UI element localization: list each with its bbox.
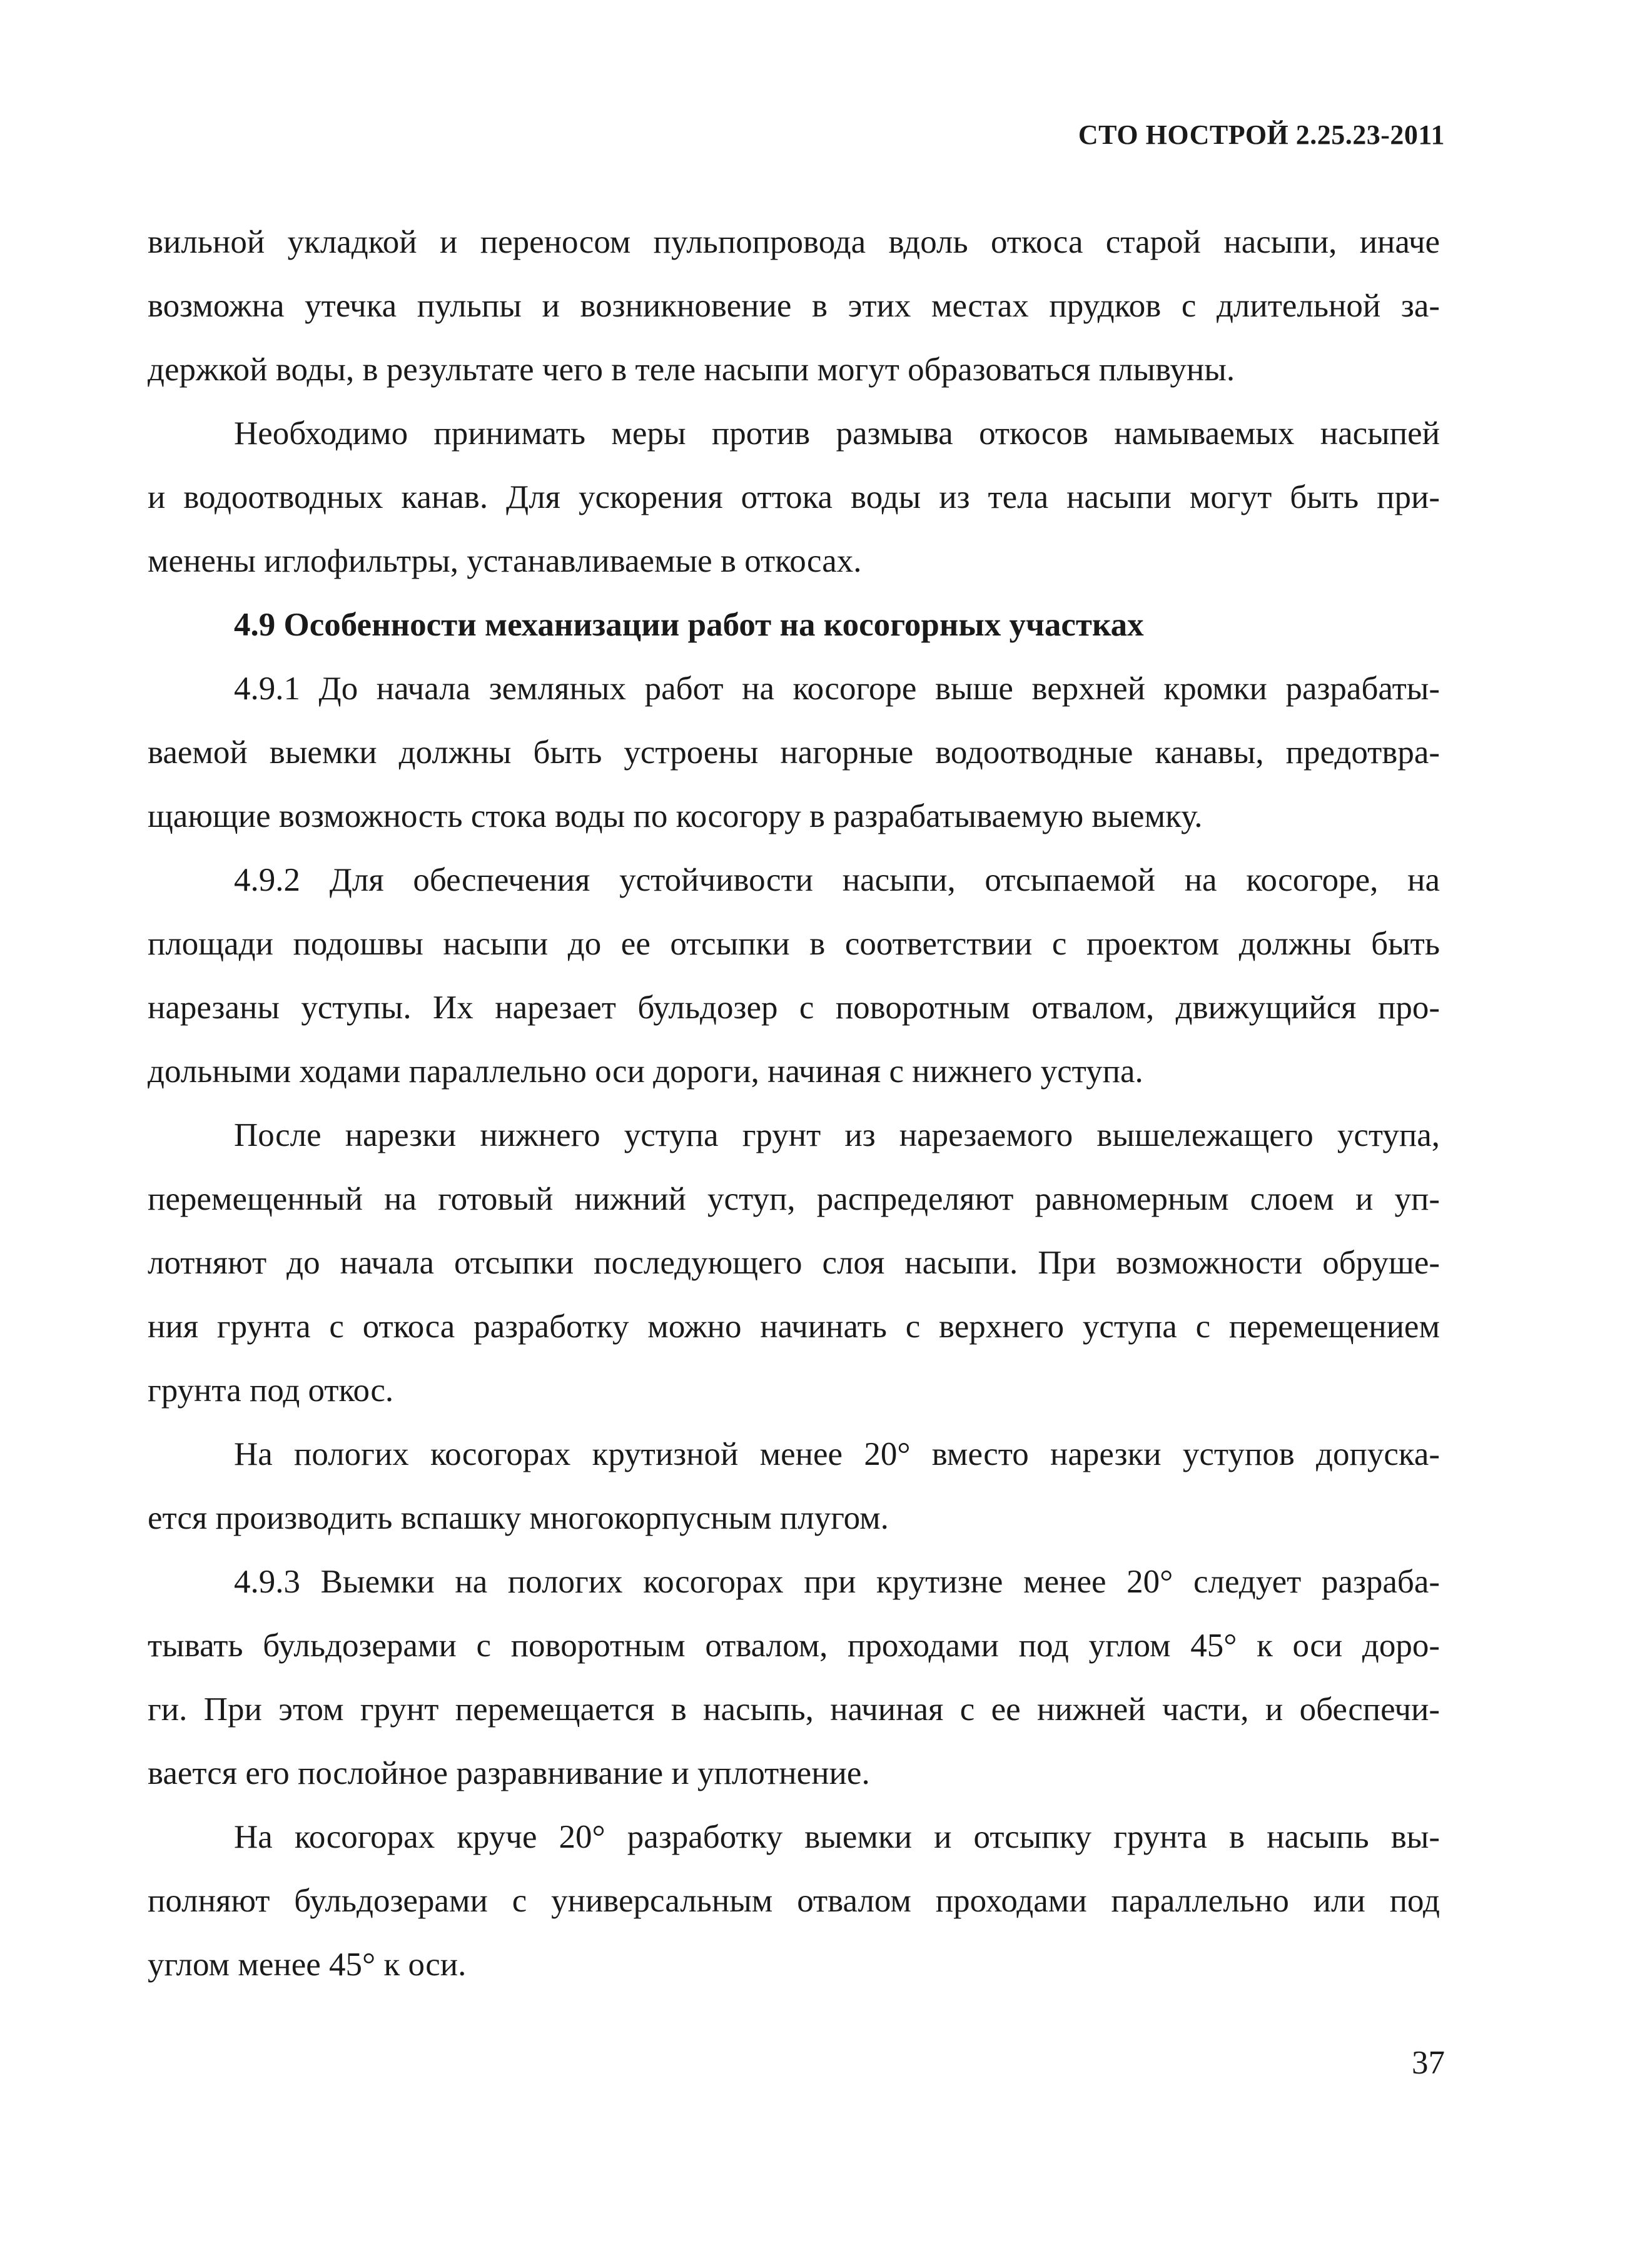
body-text-line: площади подошвы насыпи до ее отсыпки в соответствии с проектом должны быть (148, 926, 1440, 962)
body-text-line: вается его послойное разравнивание и уплотнение. (148, 1755, 870, 1791)
body-text-line: перемещенный на готовый нижний уступ, распределяют равномерным слоем и уп- (148, 1181, 1440, 1217)
page-number: 37 (1412, 2045, 1445, 2081)
body-text-line: ваемой выемки должны быть устроены нагорные водоотводные канавы, предотвра- (148, 734, 1440, 771)
document-body (148, 210, 1440, 1997)
document-code-header: СТО НОСТРОЙ 2.25.23-2011 (1078, 119, 1445, 150)
body-text-line: менены иглофильтры, устанавливаемые в откосах. (148, 543, 862, 579)
body-text-line: На косогорах круче 20° разработку выемки и отсыпку грунта в насыпь вы- (234, 1819, 1440, 1855)
body-text-line: щающие возможность стока воды по косогору в разрабатываемую выемку. (148, 798, 1203, 834)
body-text-line: На пологих косогорах крутизной менее 20° вместо нарезки уступов допуска- (234, 1436, 1440, 1472)
body-text-line: вильной укладкой и переносом пульпопровода вдоль откоса старой насыпи, иначе (148, 224, 1440, 260)
body-text-line: и водоотводных канав. Для ускорения оттока воды из тела насыпи могут быть при- (148, 479, 1440, 515)
body-text-line: держкой воды, в результате чего в теле насыпи могут образоваться плывуны. (148, 352, 1235, 388)
body-text-line: полняют бульдозерами с универсальным отвалом проходами параллельно или под (148, 1883, 1440, 1919)
body-text-line: После нарезки нижнего уступа грунт из нарезаемого вышележащего уступа, (234, 1117, 1440, 1153)
body-text-line: возможна утечка пульпы и возникновение в этих местах прудков с длительной за- (148, 288, 1440, 324)
body-text-line: грунта под откос. (148, 1372, 394, 1409)
body-text-line: ния грунта с откоса разработку можно начинать с верхнего уступа с перемещением (148, 1309, 1440, 1345)
section-heading: 4.9 Особенности механизации работ на косогорных участках (234, 607, 1144, 643)
body-text-line: нарезаны уступы. Их нарезает бульдозер с поворотным отвалом, движущийся про- (148, 990, 1440, 1026)
body-text-line: лотняют до начала отсыпки последующего слоя насыпи. При возможности обруше- (148, 1245, 1440, 1281)
body-text-line: ги. При этом грунт перемещается в насыпь, начиная с ее нижней части, и обеспечи- (148, 1691, 1440, 1728)
body-text-line: ется производить вспашку многокорпусным плугом. (148, 1500, 889, 1536)
body-text-line: 4.9.1 До начала земляных работ на косогоре выше верхней кромки разрабаты- (234, 671, 1440, 707)
body-text-line: тывать бульдозерами с поворотным отвалом, проходами под углом 45° к оси доро- (148, 1628, 1440, 1664)
body-text-line: Необходимо принимать меры против размыва откосов намываемых насыпей (234, 415, 1440, 452)
body-text-line: углом менее 45° к оси. (148, 1947, 467, 1983)
body-text-line: 4.9.2 Для обеспечения устойчивости насыпи, отсыпаемой на косогоре, на (234, 862, 1440, 898)
body-text-line: дольными ходами параллельно оси дороги, начиная с нижнего уступа. (148, 1053, 1143, 1090)
body-text-line: 4.9.3 Выемки на пологих косогорах при крутизне менее 20° следует разраба- (234, 1564, 1440, 1600)
